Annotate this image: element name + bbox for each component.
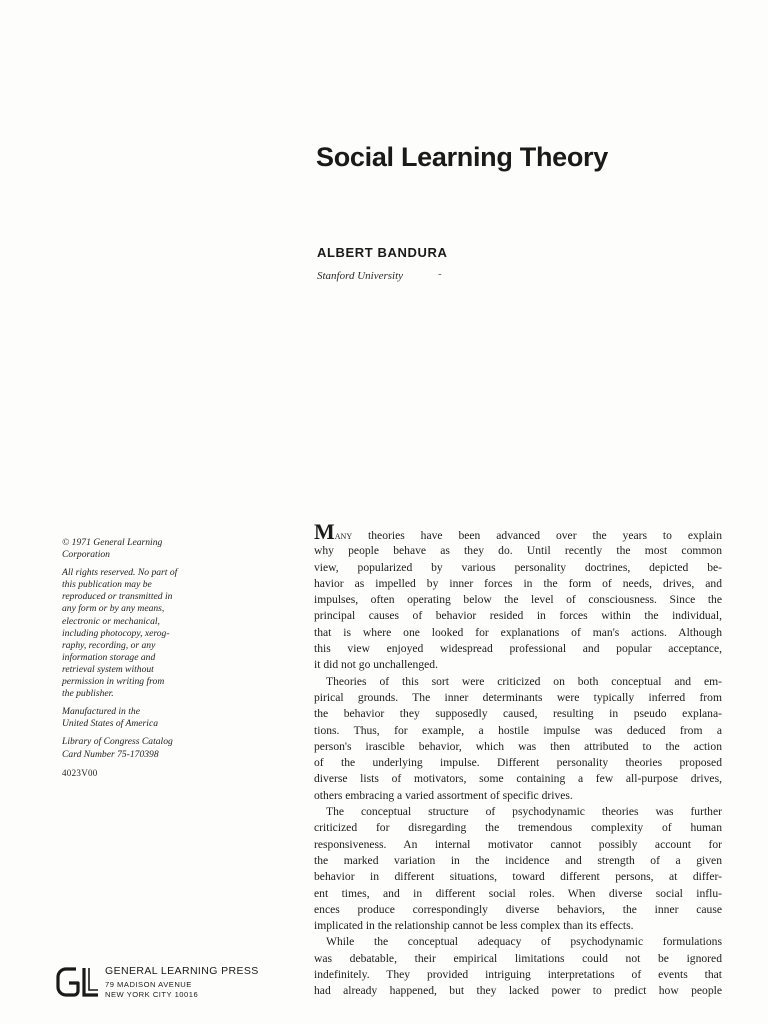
body-line: While the conceptual adequacy of psychodynamic formulations — [326, 935, 722, 949]
rights-notice — [62, 567, 230, 700]
rights-line: retrieval system without — [62, 663, 154, 675]
body-text — [314, 519, 722, 1000]
body-line: this view enjoyed widespread professional and popular acceptance, — [314, 642, 722, 656]
manufactured-notice — [62, 706, 230, 730]
stray-mark: - — [438, 268, 442, 280]
rights-line: information storage and — [62, 651, 156, 663]
body-line: responsiveness. An internal motivator cannot possibly account for — [314, 837, 722, 851]
body-line: impulses, often operating below the level of consciousness. Since the — [314, 593, 722, 607]
body-line: why people behave as they do. Until recently the most common — [314, 544, 722, 558]
rights-line: the publisher. — [62, 688, 114, 700]
author-affiliation: Stanford University — [317, 270, 404, 282]
body-line: view, popularized by various personality doctrines, depicted be- — [314, 560, 722, 574]
copyright-line: © 1971 General Learning — [62, 537, 163, 548]
publisher-block — [56, 963, 296, 1003]
page-title: Social Learning Theory — [316, 142, 608, 172]
rights-line: All rights reserved. No part of — [62, 567, 178, 579]
body-line: principal causes of behavior resided in forces within the individual, — [314, 609, 722, 623]
rights-line: permission in writing from — [62, 676, 165, 688]
rights-line: this publication may be — [62, 579, 152, 591]
body-line: indefinitely. They provided intriguing interpretations of events that — [314, 968, 722, 982]
copyright-notice — [62, 537, 230, 561]
body-line: of the underlying impulse. Different personality theories proposed — [314, 756, 722, 770]
rights-line: raphy, recording, or any — [62, 639, 156, 651]
publisher-address-city: NEW YORK CITY 10016 — [105, 990, 199, 999]
author-name: ALBERT BANDURA — [317, 245, 448, 260]
body-line: had already happened, but they lacked power to predict how people — [314, 984, 722, 998]
body-line: the marked variation in the incidence and strength of a given — [314, 853, 722, 867]
rights-line: reproduced or transmitted in — [62, 591, 173, 603]
body-line: criticized for disregarding the tremendous complexity of human — [314, 821, 722, 835]
body-line: havior as impelled by inner forces in the form of needs, drives, and — [314, 576, 722, 590]
body-line: ences produce correspondingly diverse behaviors, the inner cause — [314, 902, 722, 916]
rights-line: electronic or mechanical, — [62, 615, 160, 627]
body-line: the behavior they supposedly caused, resulting in pseudo explana- — [314, 707, 722, 721]
manufactured-line: United States of America — [62, 718, 159, 730]
publisher-logo-icon — [56, 965, 100, 999]
body-line: Theories of this sort were criticized on both conceptual and em- — [326, 674, 722, 688]
body-line: implicated in the relationship cannot be less complex than its effects. — [314, 919, 634, 933]
library-line: Library of Congress Catalog — [62, 736, 173, 748]
body-line: pirical grounds. The inner determinants were typically inferred from — [314, 690, 722, 704]
body-line: ent times, and in different social roles. When diverse social influ- — [314, 886, 722, 900]
body-line: was debatable, their empirical limitations could not be ignored — [314, 951, 722, 965]
body-line: The conceptual structure of psychodynamic theories was further — [326, 805, 722, 819]
library-notice — [62, 736, 230, 760]
body-line — [314, 519, 722, 544]
copyright-line: Corporation — [62, 549, 110, 561]
rights-line: any form or by any means, — [62, 603, 165, 615]
body-line: behavior in different situations, toward different persons, at differ- — [314, 870, 722, 884]
body-line: diverse lists of motivators, some containing a few all-purpose drives, — [314, 772, 722, 786]
body-line-text: theories have been advanced over the years to explain — [352, 529, 722, 542]
body-line: others embracing a varied assortment of specific drives. — [314, 788, 573, 802]
manufactured-line: Manufactured in the — [62, 706, 140, 718]
library-line: Card Number 75-170398 — [62, 748, 159, 760]
publisher-address-street: 79 MADISON AVENUE — [105, 980, 192, 989]
publisher-name: GENERAL LEARNING PRESS — [105, 965, 259, 977]
body-line: person's irascible behavior, which was then attributed to the action — [314, 739, 722, 753]
body-line: tions. Thus, for example, a hostile impulse was deduced from a — [314, 723, 722, 737]
first-word-rest: any — [334, 530, 353, 542]
copyright-block — [62, 537, 230, 785]
drop-cap: M — [314, 519, 335, 544]
catalog-code: 4023V00 — [62, 767, 98, 778]
body-line: it did not go unchallenged. — [314, 658, 438, 672]
rights-line: including photocopy, xerog- — [62, 627, 170, 639]
body-line: that is where one looked for explanations of man's actions. Although — [314, 625, 722, 639]
